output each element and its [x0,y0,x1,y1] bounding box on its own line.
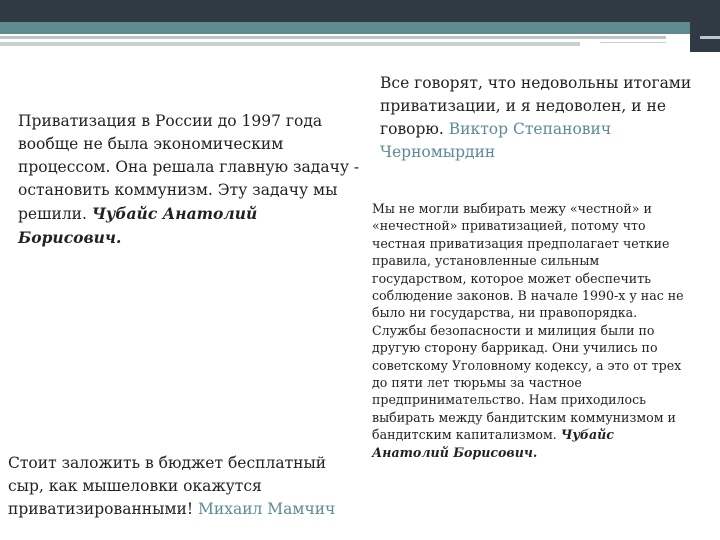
quote-text: Стоит заложить в бюджет бесплатный сыр, как мышеловки окажутся приватизированными! [8,454,327,518]
header-rule [0,36,666,39]
quote-author-link[interactable]: Михаил Мамчич [198,500,336,518]
header-accent-stripe [0,22,690,34]
quote-author-link[interactable]: Виктор Степанович Черномырдин [380,120,612,161]
quote-mamchich [8,452,358,521]
header-rule [700,36,720,39]
quote-chubais-1 [18,110,363,250]
quote-text: Все говорят, что недовольны итогами приватизации, и я недоволен, и не говорю. [380,74,692,138]
quote-chernomyrdin [380,72,710,164]
slide-header-band [0,0,720,22]
header-corner-block [690,0,720,52]
quote-text: Приватизация в России до 1997 года вообще не была экономическим процессом. Она решала главную задачу - остановить коммунизм. Эту задачу мы решили. [18,112,360,223]
quote-author: Чубайс Анатолий Борисович. [372,427,614,460]
quote-text: Мы не могли выбирать межу «честной» и «нечестной» приватизацией, потому что честная приватизация предполагает четкие правила, установленные сильным государством, которое может обеспечить соблюдение законов. В начале 1990-х у нас не было ни государства, ни правопорядка. Службы безопасности и милиция были по другую сторону баррикад. Они учились по советскому Уголовному кодексу, а это от трех до пяти лет тюрьмы за частное предпринимательство. Нам приходилось выбирать между бандитским коммунизмом и бандитским капитализмом. [372,201,684,443]
quote-author: Чубайс Анатолий Борисович. [18,204,258,247]
quote-chubais-2 [372,200,692,461]
header-rule [0,42,580,46]
header-rule [600,42,666,43]
